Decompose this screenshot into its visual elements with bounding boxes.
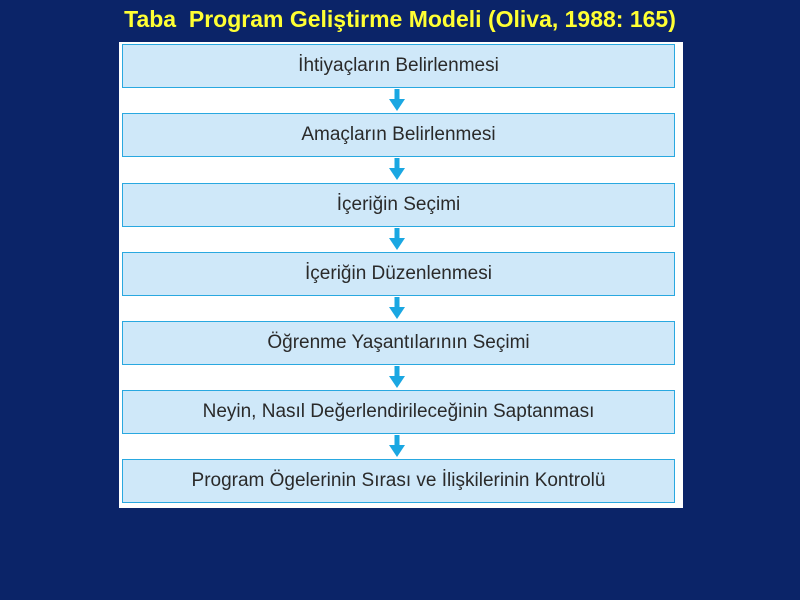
down-arrow-icon xyxy=(389,297,405,319)
step-1-label: İhtiyaçların Belirlenmesi xyxy=(298,55,499,76)
step-5-label: Öğrenme Yaşantılarının Seçimi xyxy=(267,332,530,353)
step-3-box xyxy=(122,183,675,227)
step-4-label: İçeriğin Düzenlenmesi xyxy=(305,263,492,284)
step-2-box xyxy=(122,113,675,157)
step-4-box xyxy=(122,252,675,296)
down-arrow-icon xyxy=(389,158,405,180)
down-arrow-icon xyxy=(389,435,405,457)
step-2-label: Amaçların Belirlenmesi xyxy=(301,124,496,145)
down-arrow-icon xyxy=(389,89,405,111)
step-3-label: İçeriğin Seçimi xyxy=(336,194,461,215)
step-6-label: Neyin, Nasıl Değerlendirileceğinin Saptanması xyxy=(202,401,595,422)
step-7-label: Program Ögelerinin Sırası ve İlişkilerinin Kontrolü xyxy=(191,470,606,491)
down-arrow-icon xyxy=(389,366,405,388)
step-7-box xyxy=(122,459,675,503)
step-5-box xyxy=(122,321,675,365)
step-1-box xyxy=(122,44,675,88)
slide-title: Taba Program Geliştirme Modeli (Oliva, 1988: 165) xyxy=(124,6,676,32)
step-6-box xyxy=(122,390,675,434)
down-arrow-icon xyxy=(389,228,405,250)
flow-diagram xyxy=(119,42,683,508)
